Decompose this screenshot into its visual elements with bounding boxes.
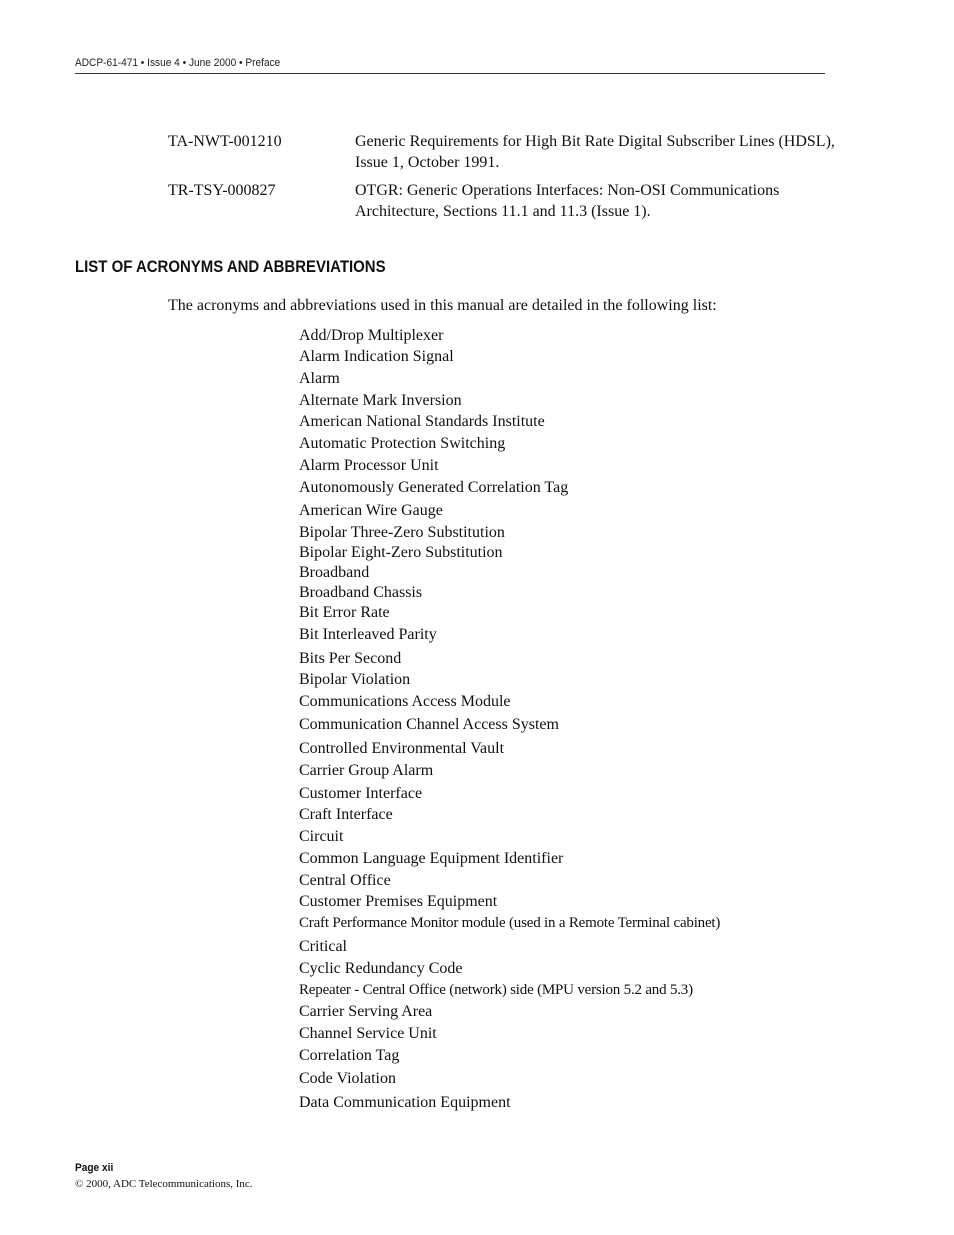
acronym-definition: Communications Access Module xyxy=(299,693,511,710)
section-heading: LIST OF ACRONYMS AND ABBREVIATIONS xyxy=(75,257,386,276)
acronym-definition: Alarm Indication Signal xyxy=(299,348,454,365)
acronym-definition: Bipolar Three-Zero Substitution xyxy=(299,524,505,541)
running-head: ADCP-61-471 • Issue 4 • June 2000 • Preface xyxy=(75,57,281,69)
acronym-definition: American Wire Gauge xyxy=(299,502,443,519)
page-number: Page xii xyxy=(75,1162,114,1174)
section-intro: The acronyms and abbreviations used in this manual are detailed in the following list: xyxy=(168,297,717,314)
acronym-definition: Broadband xyxy=(299,564,370,581)
acronym-definition: Customer Interface xyxy=(299,785,423,802)
acronym-definition: Alarm Processor Unit xyxy=(299,457,439,474)
acronym-definition: Repeater - Central Office (network) side (MPU version 5.2 and 5.3) xyxy=(299,982,693,998)
acronym-definition: Alternate Mark Inversion xyxy=(299,392,462,409)
acronym-definition: Craft Interface xyxy=(299,806,393,823)
acronym-definition: Code Violation xyxy=(299,1070,396,1087)
acronym-definition: Bit Error Rate xyxy=(299,604,390,621)
acronym-definition: Communication Channel Access System xyxy=(299,716,559,733)
acronym-definition: Add/Drop Multiplexer xyxy=(299,327,444,344)
acronym-definition: Automatic Protection Switching xyxy=(299,435,506,452)
acronym-definition: Bipolar Eight-Zero Substitution xyxy=(299,544,503,561)
acronym-definition: Cyclic Redundancy Code xyxy=(299,960,463,977)
acronym-definition: Central Office xyxy=(299,872,391,889)
acronym-definition: Circuit xyxy=(299,828,344,845)
acronym-definition: American National Standards Institute xyxy=(299,413,545,430)
acronym-definition: Alarm xyxy=(299,370,340,387)
reference-description: Generic Requirements for High Bit Rate Digital Subscriber Lines (HDSL), Issue 1, October 1991. xyxy=(355,133,835,171)
acronym-definition: Bipolar Violation xyxy=(299,671,411,688)
acronym-definition: Common Language Equipment Identifier xyxy=(299,850,564,867)
acronym-definition: Craft Performance Monitor module (used in a Remote Terminal cabinet) xyxy=(299,915,721,931)
acronym-definition: Customer Premises Equipment xyxy=(299,893,498,910)
acronym-definition: Controlled Environmental Vault xyxy=(299,740,505,757)
acronym-definition: Correlation Tag xyxy=(299,1047,400,1064)
acronym-definition: Carrier Serving Area xyxy=(299,1003,433,1020)
acronym-definition: Critical xyxy=(299,938,347,955)
reference-code: TA-NWT-001210 xyxy=(168,133,282,150)
copyright: © 2000, ADC Telecommunications, Inc. xyxy=(75,1178,253,1190)
acronym-definition: Data Communication Equipment xyxy=(299,1094,511,1111)
acronym-definition: Channel Service Unit xyxy=(299,1025,437,1042)
acronym-definition: Broadband Chassis xyxy=(299,584,423,601)
reference-description: OTGR: Generic Operations Interfaces: Non-OSI Communications Architecture, Sections 11.1 and 11.3 (Issue 1). xyxy=(355,182,780,220)
header-rule xyxy=(75,73,825,74)
reference-code: TR-TSY-000827 xyxy=(168,182,276,199)
acronym-definition: Autonomously Generated Correlation Tag xyxy=(299,479,569,496)
acronym-definition: Bit Interleaved Parity xyxy=(299,626,437,643)
acronym-definition: Carrier Group Alarm xyxy=(299,762,434,779)
acronym-definition: Bits Per Second xyxy=(299,650,402,667)
